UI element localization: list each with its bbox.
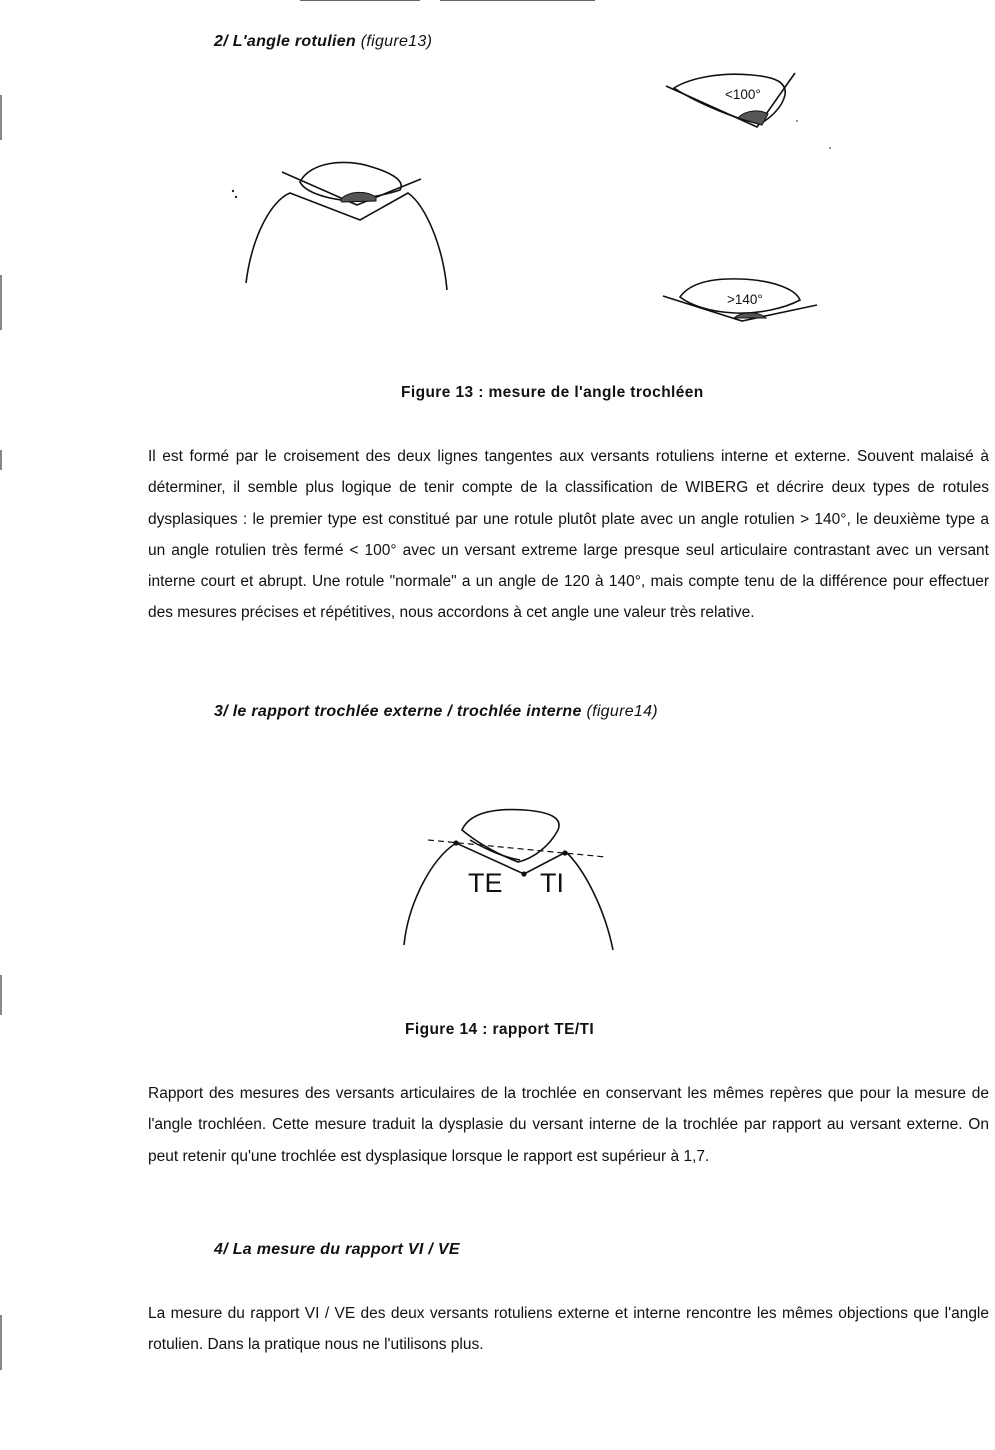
figure-reference: (figure14) (586, 703, 658, 720)
figure13-caption: Figure 13 : mesure de l'angle trochléen (401, 384, 704, 401)
figure14-caption: Figure 14 : rapport TE/TI (405, 1021, 595, 1038)
section-heading-text: 3/ le rapport trochlée externe / trochlée interne (214, 703, 582, 720)
section-heading-text: 2/ L'angle rotulien (214, 33, 356, 50)
scan-edge-mark (0, 1315, 2, 1370)
label-angle-less-100: <100° (725, 87, 761, 102)
label-ti: TI (540, 868, 564, 898)
paragraph-rapport-vi-ve: La mesure du rapport VI / VE des deux versants rotuliens externe et interne rencontre les mêmes objections que l'angle rotulien. Dans la pratique nous ne l'utilisons plus. (148, 1305, 989, 1354)
paragraph-angle-rotulien: Il est formé par le croisement des deux lignes tangentes aux versants rotuliens interne et externe. Souvent malaisé à déterminer, il semble plus logique de tenir compte de la classification de WIBERG et décrire deux types de rotules dysplasiques : le premier type est constitué par une rotule plutôt plate avec un angle rotulien > 140°, le deuxième type a un angle rotulien très fermé < 100° avec un versant extreme large presque seul articulaire contrastant avec un versant interne court et abrupt. Une rotule "normale" a un angle de 120 à 140°, mais compte tenu de la différence pour effectuer des mesures précises et répétitives, nous accordons à cet angle une valeur très relative. (148, 448, 989, 622)
label-angle-greater-140: >140° (727, 292, 763, 307)
section-heading-rapport-vi-ve: 4/ La mesure du rapport VI / VE (214, 1241, 460, 1258)
figure-reference: (figure13) (360, 33, 433, 50)
paragraph-rapport-te-ti: Rapport des mesures des versants articulaires de la trochlée en conservant les mêmes repères que pour la mesure de l'angle trochléen. Cette mesure traduit la dysplasie du versant interne de la trochlée par rapport au versant externe. On peut retenir qu'une trochlée est dysplasique lorsque le rapport est supérieur à 1,7. (148, 1085, 989, 1165)
label-te: TE (468, 868, 503, 898)
